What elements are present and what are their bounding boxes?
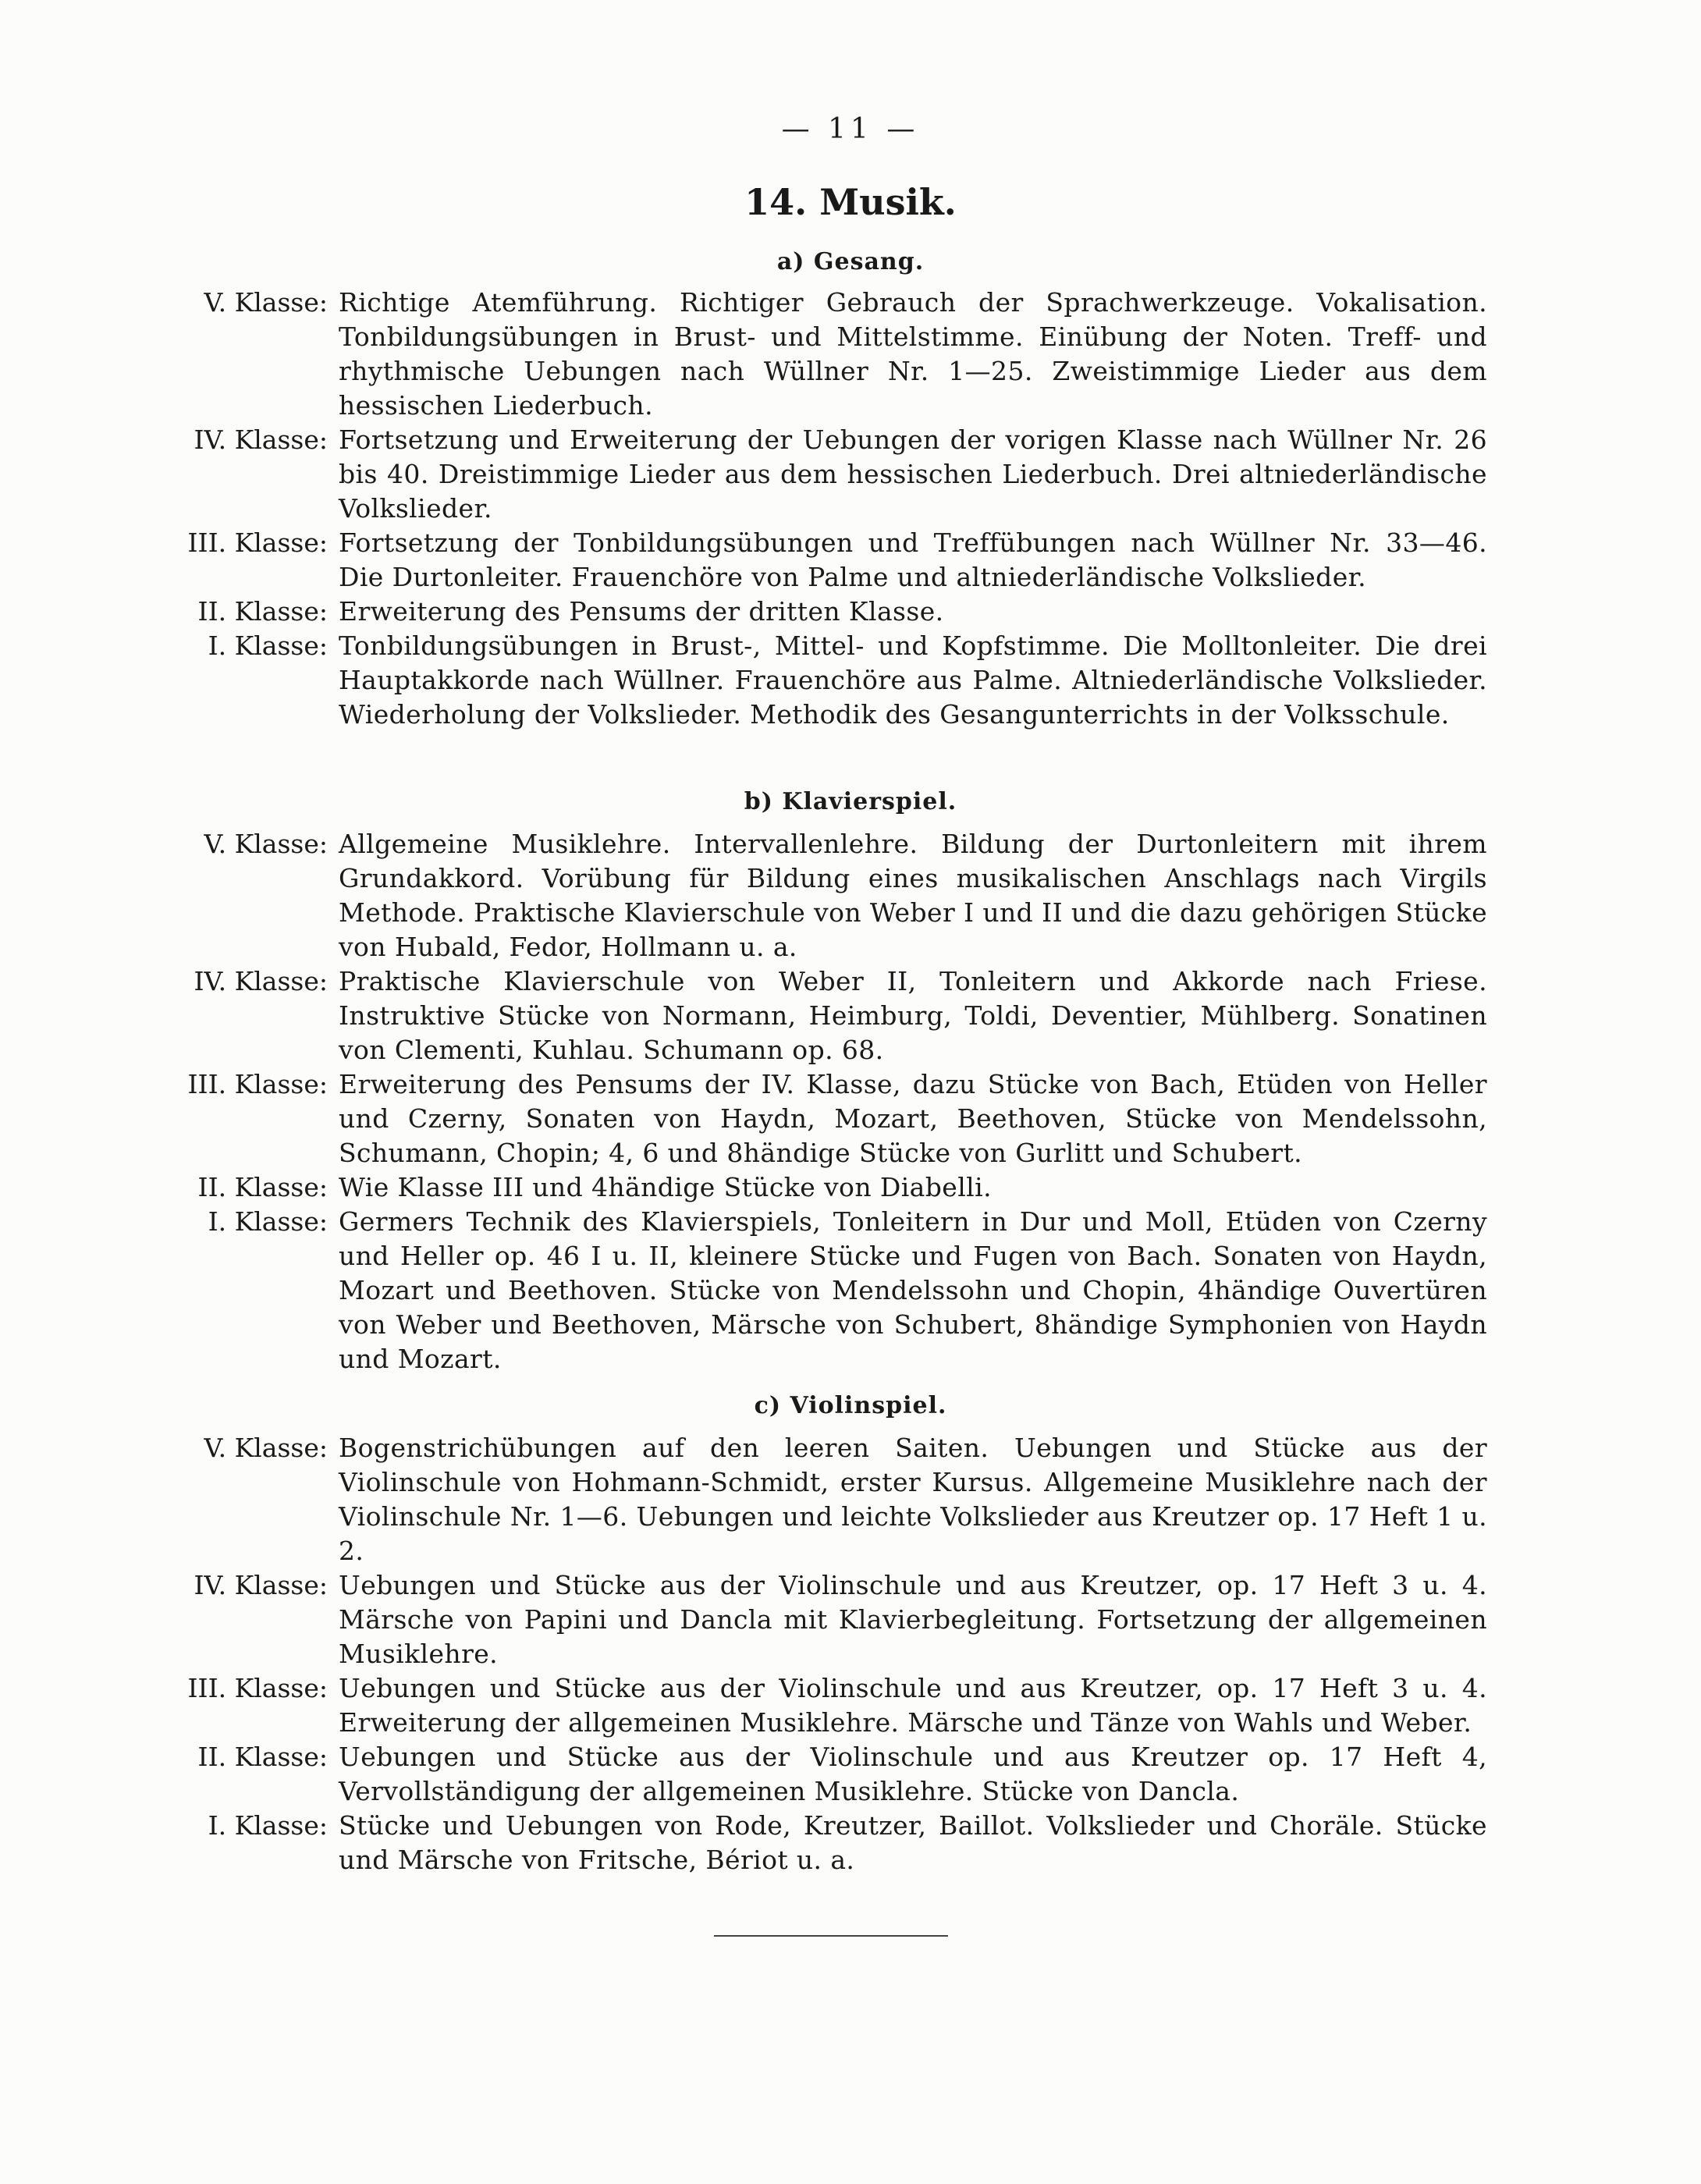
class-description: Erweiterung des Pensums der dritten Klasse.	[339, 596, 944, 627]
section-heading-klavierspiel: b) Klavierspiel.	[744, 788, 957, 815]
section-violinspiel	[0, 1431, 1701, 1877]
class-label: III. Klasse:	[187, 527, 328, 558]
class-description: Uebungen und Stücke aus der Violinschule und aus Kreutzer, op. 17 Heft 3 u. 4. Erweiterung der allgemeinen Musiklehre. Märsche und Tänze von Wahls und Weber.	[339, 1673, 1487, 1738]
section-heading-violinspiel: c) Violinspiel.	[754, 1392, 947, 1419]
class-description: Erweiterung des Pensums der IV. Klasse, dazu Stücke von Bach, Etüden von Heller und Czerny, Sonaten von Haydn, Mozart, Beethoven, Stücke von Mendelssohn, Schumann, Chopin; 4, 6 und 8händige Stücke von Gurlitt und Schubert.	[339, 1069, 1487, 1168]
class-label: II. Klasse:	[197, 1742, 328, 1772]
section-heading-gesang: a) Gesang.	[776, 248, 925, 275]
class-label: IV. Klasse:	[194, 966, 328, 996]
class-description: Fortsetzung und Erweiterung der Uebungen der vorigen Klasse nach Wüllner Nr. 26 bis 40. Dreistimmige Lieder aus dem hessischen Liederbuch. Drei altniederländische Volkslieder.	[339, 424, 1487, 524]
class-description: Uebungen und Stücke aus der Violinschule und aus Kreutzer, op. 17 Heft 3 u. 4. Märsche von Papini und Dancla mit Klavierbegleitung. Fortsetzung der allgemeinen Musiklehre.	[339, 1570, 1487, 1669]
class-label: II. Klasse:	[197, 596, 328, 627]
class-label: V. Klasse:	[204, 829, 328, 859]
class-entry	[0, 423, 1701, 526]
class-entry	[0, 1568, 1701, 1671]
class-label: IV. Klasse:	[194, 424, 328, 455]
class-label: II. Klasse:	[197, 1172, 328, 1202]
class-description: Uebungen und Stücke aus der Violinschule und aus Kreutzer op. 17 Heft 4, Vervollständigung der allgemeinen Musiklehre. Stücke von Dancla.	[339, 1742, 1487, 1806]
class-description: Allgemeine Musiklehre. Intervallenlehre. Bildung der Durtonleitern mit ihrem Grundakkord. Vorübung für Bildung eines musikalischen Anschlags nach Virgils Methode. Praktische Klavierschule von Weber I und II und die dazu gehörigen Stücke von Hubald, Fedor, Hollmann u. a.	[339, 829, 1487, 962]
class-label: III. Klasse:	[187, 1069, 328, 1099]
class-label: I. Klasse:	[208, 1810, 328, 1841]
closing-rule	[714, 1935, 948, 1937]
class-description: Bogenstrichübungen auf den leeren Saiten. Uebungen und Stücke aus der Violinschule von Hohmann-Schmidt, erster Kursus. Allgemeine Musiklehre nach der Violinschule Nr. 1—6. Uebungen und leichte Volkslieder aus Kreutzer op. 17 Heft 1 u. 2.	[339, 1433, 1487, 1566]
section-gesang	[0, 286, 1701, 732]
class-entry	[0, 595, 1701, 629]
class-label: V. Klasse:	[204, 287, 328, 318]
class-entry	[0, 827, 1701, 964]
page-title: 14. Musik.	[744, 181, 957, 223]
class-entry	[0, 526, 1701, 595]
class-entry	[0, 1067, 1701, 1170]
class-label: I. Klasse:	[208, 630, 328, 661]
class-entry	[0, 286, 1701, 423]
class-label: IV. Klasse:	[194, 1570, 328, 1600]
class-label: V. Klasse:	[204, 1433, 328, 1463]
class-entry	[0, 1170, 1701, 1205]
class-description: Wie Klasse III und 4händige Stücke von Diabelli.	[339, 1172, 992, 1202]
class-entry	[0, 1671, 1701, 1740]
class-description: Praktische Klavierschule von Weber II, Tonleitern und Akkorde nach Friese. Instruktive Stücke von Normann, Heimburg, Toldi, Deventier, Mühlberg. Sonatinen von Clementi, Kuhlau. Schumann op. 68.	[339, 966, 1487, 1065]
class-label: I. Klasse:	[208, 1206, 328, 1237]
page-number: — 11 —	[781, 113, 920, 145]
class-entry	[0, 1740, 1701, 1809]
class-entry	[0, 629, 1701, 732]
class-description: Fortsetzung der Tonbildungsübungen und Treffübungen nach Wüllner Nr. 33—46. Die Durtonleiter. Frauenchöre von Palme und altniederländische Volkslieder.	[339, 527, 1487, 592]
class-description: Richtige Atemführung. Richtiger Gebrauch der Sprachwerkzeuge. Vokalisation. Tonbildungsübungen in Brust- und Mittelstimme. Einübung der Noten. Treff- und rhythmische Uebungen nach Wüllner Nr. 1—25. Zweistimmige Lieder aus dem hessischen Liederbuch.	[339, 287, 1487, 421]
class-description: Germers Technik des Klavierspiels, Tonleitern in Dur und Moll, Etüden von Czerny und Heller op. 46 I u. II, kleinere Stücke und Fugen von Bach. Sonaten von Haydn, Mozart und Beethoven. Stücke von Mendelssohn und Chopin, 4händige Ouvertüren von Weber und Beethoven, Märsche von Schubert, 8händige Symphonien von Haydn und Mozart.	[339, 1206, 1487, 1374]
class-description: Tonbildungsübungen in Brust-, Mittel- und Kopfstimme. Die Molltonleiter. Die drei Hauptakkorde nach Wüllner. Frauenchöre aus Palme. Altniederländische Volkslieder. Wiederholung der Volkslieder. Methodik des Gesangunterrichts in der Volksschule.	[339, 630, 1487, 730]
class-entry	[0, 1431, 1701, 1568]
class-entry	[0, 964, 1701, 1067]
class-label: III. Klasse:	[187, 1673, 328, 1703]
class-entry	[0, 1205, 1701, 1376]
section-klavierspiel	[0, 827, 1701, 1376]
class-description: Stücke und Uebungen von Rode, Kreutzer, Baillot. Volkslieder und Choräle. Stücke und Märsche von Fritsche, Bériot u. a.	[339, 1810, 1487, 1875]
class-entry	[0, 1809, 1701, 1877]
